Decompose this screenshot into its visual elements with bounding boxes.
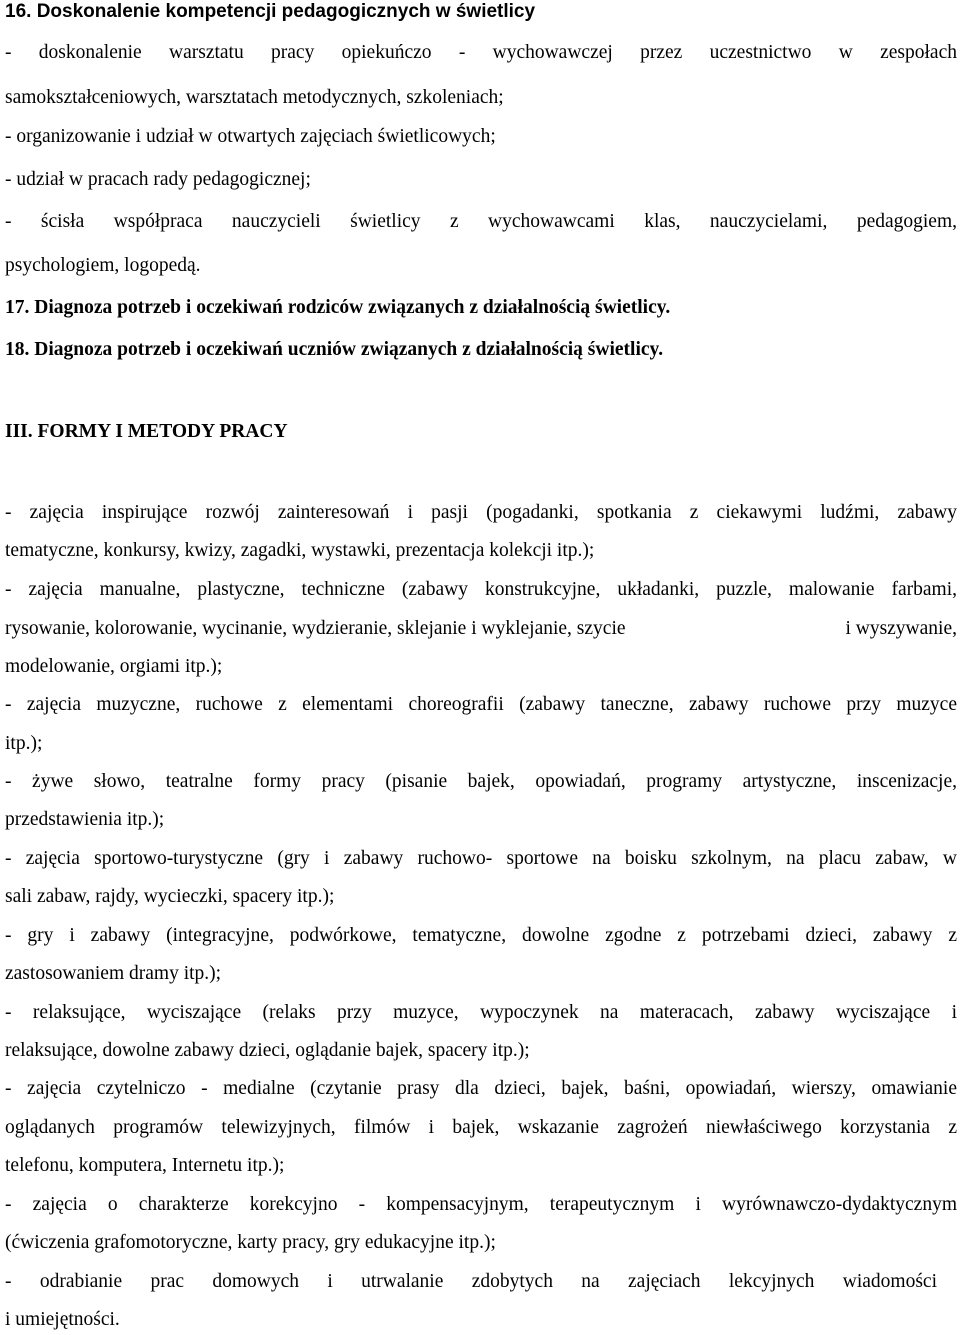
section-iii-line: modelowanie, orgiami itp.); xyxy=(5,656,223,677)
section-iii-line: relaksujące, dowolne zabawy dzieci, oglądanie bajek, spacery itp.); xyxy=(5,1040,530,1061)
section-16-line: - ścisła współpraca nauczycieli świetlicy z wychowawcami klas, nauczycielami, pedagogiem, xyxy=(5,211,957,232)
section-16-line: - doskonalenie warsztatu pracy opiekuńczo - wychowawczej przez uczestnictwo w zespołach xyxy=(5,42,957,63)
section-iii-line: (ćwiczenia grafomotoryczne, karty pracy, gry edukacyjne itp.); xyxy=(5,1232,496,1253)
section-iii-line: - relaksujące, wyciszające (relaks przy muzyce, wypoczynek na materacach, zabawy wyciszające i xyxy=(5,1002,957,1023)
section-iii-line: i umiejętności. xyxy=(5,1309,120,1330)
section-16-line: - organizowanie i udział w otwartych zajęciach świetlicowych; xyxy=(5,126,496,147)
section-iii-heading: III. FORMY I METODY PRACY xyxy=(5,421,288,442)
section-16-heading: 16. Doskonalenie kompetencji pedagogicznych w świetlicy xyxy=(5,1,536,22)
section-iii-line: telefonu, komputera, Internetu itp.); xyxy=(5,1155,285,1176)
section-iii-line-tail: i wyszywanie, xyxy=(845,618,957,639)
section-iii-line: rysowanie, kolorowanie, wycinanie, wydzieranie, sklejanie i wyklejanie, szycie xyxy=(5,618,626,639)
section-16-line: - udział w pracach rady pedagogicznej; xyxy=(5,169,311,190)
section-iii-line: zastosowaniem dramy itp.); xyxy=(5,963,222,984)
section-17-heading: 17. Diagnoza potrzeb i oczekiwań rodziców związanych z działalnością świetlicy. xyxy=(5,297,671,318)
section-iii-line: tematyczne, konkursy, kwizy, zagadki, wystawki, prezentacja kolekcji itp.); xyxy=(5,540,595,561)
section-iii-line: - zajęcia sportowo-turystyczne (gry i zabawy ruchowo- sportowe na boisku szkolnym, na placu zabaw, w xyxy=(5,848,957,869)
section-iii-line: - zajęcia czytelniczo - medialne (czytanie prasy dla dzieci, bajek, baśni, opowiadań, wierszy, omawianie xyxy=(5,1078,957,1099)
section-16-line: samokształceniowych, warsztatach metodycznych, szkoleniach; xyxy=(5,87,504,108)
section-iii-line: - zajęcia o charakterze korekcyjno - kompensacyjnym, terapeutycznym i wyrównawczo-dydaktycznym xyxy=(5,1194,957,1215)
section-iii-line: - gry i zabawy (integracyjne, podwórkowe, tematyczne, dowolne zgodne z potrzebami dzieci, zabawy z xyxy=(5,925,957,946)
section-iii-line: - żywe słowo, teatralne formy pracy (pisanie bajek, opowiadań, programy artystyczne, inscenizacje, xyxy=(5,771,957,792)
section-18-heading: 18. Diagnoza potrzeb i oczekiwań uczniów związanych z działalnością świetlicy. xyxy=(5,339,664,360)
section-iii-line: itp.); xyxy=(5,733,43,754)
section-16-line: psychologiem, logopedą. xyxy=(5,255,201,276)
section-iii-line: - zajęcia manualne, plastyczne, techniczne (zabawy konstrukcyjne, układanki, puzzle, malowanie farbami, xyxy=(5,579,957,600)
section-iii-line: sali zabaw, rajdy, wycieczki, spacery itp.); xyxy=(5,886,335,907)
section-iii-line: przedstawienia itp.); xyxy=(5,809,165,830)
section-iii-line: - zajęcia muzyczne, ruchowe z elementami choreografii (zabawy taneczne, zabawy ruchowe przy muzyce xyxy=(5,694,957,715)
section-iii-line: - zajęcia inspirujące rozwój zainteresowań i pasji (pogadanki, spotkania z ciekawymi ludźmi, zabawy xyxy=(5,502,957,523)
section-iii-line: oglądanych programów telewizyjnych, filmów i bajek, wskazanie zagrożeń niewłaściwego korzystania z xyxy=(5,1117,957,1138)
section-iii-line: - odrabianie prac domowych i utrwalanie zdobytych na zajęciach lekcyjnych wiadomości xyxy=(5,1271,937,1292)
